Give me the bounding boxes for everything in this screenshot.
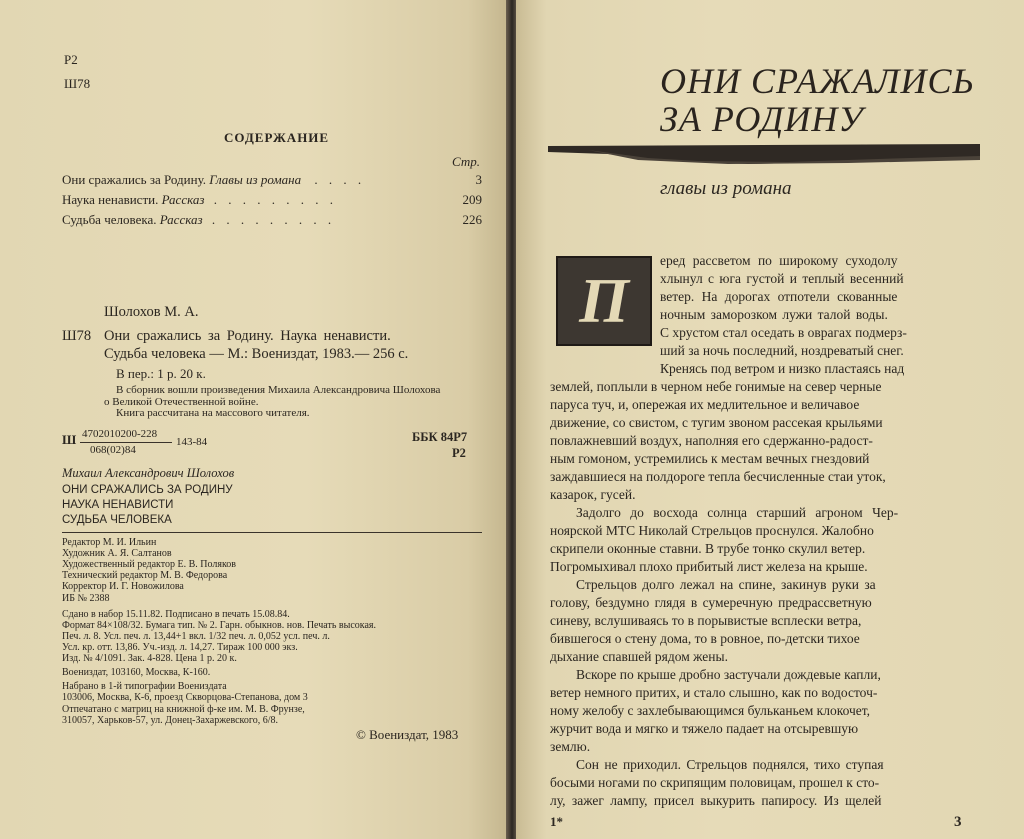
classification-code: Ш78 — [64, 76, 91, 91]
body-line: Задолго до восхода солнца старший агроном Чер- — [576, 505, 899, 520]
biblio-author: Шолохов М. А. — [104, 304, 199, 320]
body-line: землей, поплыли в черном небе гонимые на север черные — [550, 379, 882, 394]
work-title: НАУКА НЕНАВИСТИ — [62, 499, 174, 511]
body-line: дыхание спавшей рядом жены. — [550, 649, 728, 664]
body-line: Погромыхивал плохо прибитый лист железа на крыше. — [550, 559, 868, 574]
biblio-annotation: Книга рассчитана на массового читателя. — [116, 407, 310, 419]
publisher-line: Отпечатано с матриц на книжной ф-ке им. М. В. Фрунзе, — [62, 704, 305, 715]
credit-line: Редактор М. И. Ильин — [62, 537, 157, 548]
drop-cap-letter: П — [579, 265, 629, 336]
toc-heading: СОДЕРЖАНИЕ — [224, 130, 330, 145]
toc-entry-page: 209 — [462, 192, 482, 207]
biblio-price: В пер.: 1 р. 20 к. — [116, 366, 206, 381]
body-line: ным гомоном, устремились к местам вечных гнездовий — [550, 451, 870, 466]
print-info-line: Сдано в набор 15.11.82. Подписано в печать 15.08.84. — [62, 609, 290, 620]
biblio-code: Ш78 — [62, 328, 92, 344]
body-line: казарок, гусей. — [550, 487, 636, 502]
toc-entry-genre: Главы из романа — [209, 172, 302, 187]
fraction-line — [80, 442, 172, 443]
biblio-annotation: В сборник вошли произведения Михаила Александровича Шолохова — [116, 384, 441, 396]
body-line: заждавшиеся на полдороге тепла бесчисленные стаи уток, — [550, 469, 886, 484]
publisher-line: 103006, Москва, К-6, проезд Скворцова-Степанова, дом 3 — [62, 692, 308, 703]
drop-cap — [556, 256, 652, 346]
biblio-title-line: Они сражались за Родину. Наука ненависти. — [104, 328, 391, 344]
chapter-title-line: ЗА РОДИНУ — [660, 99, 864, 139]
bbk-code: ББК 84Р7 — [412, 430, 468, 444]
copyright: © Воениздат, 1983 — [356, 727, 459, 742]
body-line: Кренясь под ветром и низко пластаясь над — [660, 361, 905, 376]
ib-number: ИБ № 2388 — [62, 593, 110, 604]
toc-dots: . . . . . . . . . — [211, 212, 336, 227]
toc-entry[interactable] — [62, 172, 482, 188]
body-line: движение, со свистом, с тугим звоном рассекая крыльями — [550, 415, 883, 430]
credit-line: Художественный редактор Е. В. Поляков — [62, 559, 237, 570]
work-author: Михаил Александрович Шолохов — [62, 466, 235, 480]
chapter-title-line: ОНИ СРАЖАЛИСЬ — [660, 61, 975, 101]
body-line: паруса туч, и, опережая их медлительное и величавое — [550, 397, 860, 412]
biblio-annotation: о Великой Отечественной войне. — [104, 396, 259, 408]
toc-dots: . . . . — [314, 172, 366, 187]
work-title: СУДЬБА ЧЕЛОВЕКА — [62, 514, 172, 526]
publisher-line: 310057, Харьков-57, ул. Донец-Захаржевского, 6/8. — [62, 715, 279, 726]
toc-entry-title: Они сражались за Родину. — [62, 172, 207, 187]
credit-line: Корректор И. Г. Новожилова — [62, 581, 184, 592]
body-line: Стрельцов долго лежал на спине, закинув руки за — [576, 577, 876, 592]
toc-entry-genre: Рассказ — [159, 212, 203, 227]
publisher-line: Набрано в 1-й типографии Воениздата — [62, 681, 227, 692]
print-info-line: Усл. кр. отт. 13,86. Уч.-изд. л. 14,27. Тираж 100 000 экз. — [62, 642, 298, 653]
body-line: лу, зажег лампу, присел выкурить папиросу. Из щелей — [550, 793, 882, 808]
body-line: С хрустом стал оседать в оврагах подмерз- — [660, 325, 907, 340]
index-letter: Ш — [62, 432, 77, 447]
toc-entry[interactable] — [62, 212, 482, 228]
body-line: Вскоре по крыше дробно застучали дождевые капли, — [576, 667, 881, 682]
body-line: журчит вода и мягко и тяжело падает на отсыревшую — [550, 721, 859, 736]
index-number-bottom: 068(02)84 — [90, 444, 136, 456]
print-info-line: Печ. л. 8. Усл. печ. л. 13,44+1 вкл. 1/32 печ. л. 0,052 усл. печ. л. — [62, 631, 330, 642]
print-info-line: Изд. № 4/1091. Зак. 4-828. Цена 1 р. 20 к. — [62, 653, 237, 664]
biblio-title-line: Судьба человека — М.: Воениздат, 1983.— 256 с. — [104, 346, 409, 362]
body-line: скрипели оконные ставни. В трубе тонко скулил ветер. — [550, 541, 866, 556]
body-line: ночным заморозком лужи талой воды. — [660, 307, 888, 322]
publisher-line: Воениздат, 103160, Москва, К-160. — [62, 667, 211, 678]
body-line: повлажневший воздух, наполняя его сдержанно-радост- — [550, 433, 873, 448]
body-line: землю. — [550, 739, 591, 754]
index-number-top: 4702010200-228 — [82, 428, 158, 440]
toc-entry-genre: Рассказ — [161, 192, 205, 207]
printer-signature: 1* — [550, 814, 563, 829]
body-line: ветер немного притих, и стало слышно, как по водосточ- — [550, 685, 878, 700]
body-line: еред рассветом по широкому суходолу — [660, 253, 898, 268]
body-line: хлынул с юга густой и теплый весенний — [660, 271, 904, 286]
divider — [62, 532, 482, 533]
toc-dots: . . . . . . . . . — [213, 192, 337, 207]
page-number: 3 — [954, 814, 962, 830]
body-line: бившегося о стену дома, то в ровное, по-детски тихое — [550, 631, 860, 646]
toc-entry[interactable] — [62, 192, 482, 208]
left-page — [0, 0, 508, 839]
credit-line: Технический редактор М. В. Федорова — [62, 570, 228, 581]
body-line: босыми ногами по скрипящим половицам, прошел к сто- — [550, 775, 880, 790]
chapter-subtitle: главы из романа — [660, 178, 792, 199]
toc-entry-page: 226 — [462, 212, 482, 227]
body-line: ному желобу с захлебывающимся бульканьем клокочет, — [550, 703, 871, 718]
toc-entry-title: Наука ненависти. — [62, 192, 159, 207]
print-info-line: Формат 84×108/32. Бумага тип. № 2. Гарн. обыкнов. нов. Печать высокая. — [62, 620, 376, 631]
body-line: ветер. На дорогах отпотели скованные — [660, 289, 898, 304]
body-line: синеву, вслушиваясь то в порывистые всплески ветра, — [550, 613, 862, 628]
bbk-code-2: Р2 — [452, 446, 466, 460]
index-number-side: 143-84 — [176, 436, 208, 448]
classification-code: Р2 — [64, 52, 78, 67]
work-title: ОНИ СРАЖАЛИСЬ ЗА РОДИНУ — [62, 484, 233, 496]
body-line: голову, бездумно глядя в сумеречную предрассветную — [550, 595, 872, 610]
body-line: ший за ночь последний, ноздреватый снег. — [660, 343, 904, 358]
body-line: ноярской МТС Николай Стрельцов проснулся. Жалобно — [550, 523, 874, 538]
body-line: Сон не приходил. Стрельцов поднялся, тихо ступая — [576, 757, 884, 772]
toc-page-column-label: Стр. — [452, 154, 480, 169]
decorative-banner — [548, 144, 980, 164]
credit-line: Художник А. Я. Салтанов — [62, 548, 172, 559]
toc-entry-title: Судьба человека. — [62, 212, 157, 227]
toc-entry-page: 3 — [475, 172, 482, 187]
